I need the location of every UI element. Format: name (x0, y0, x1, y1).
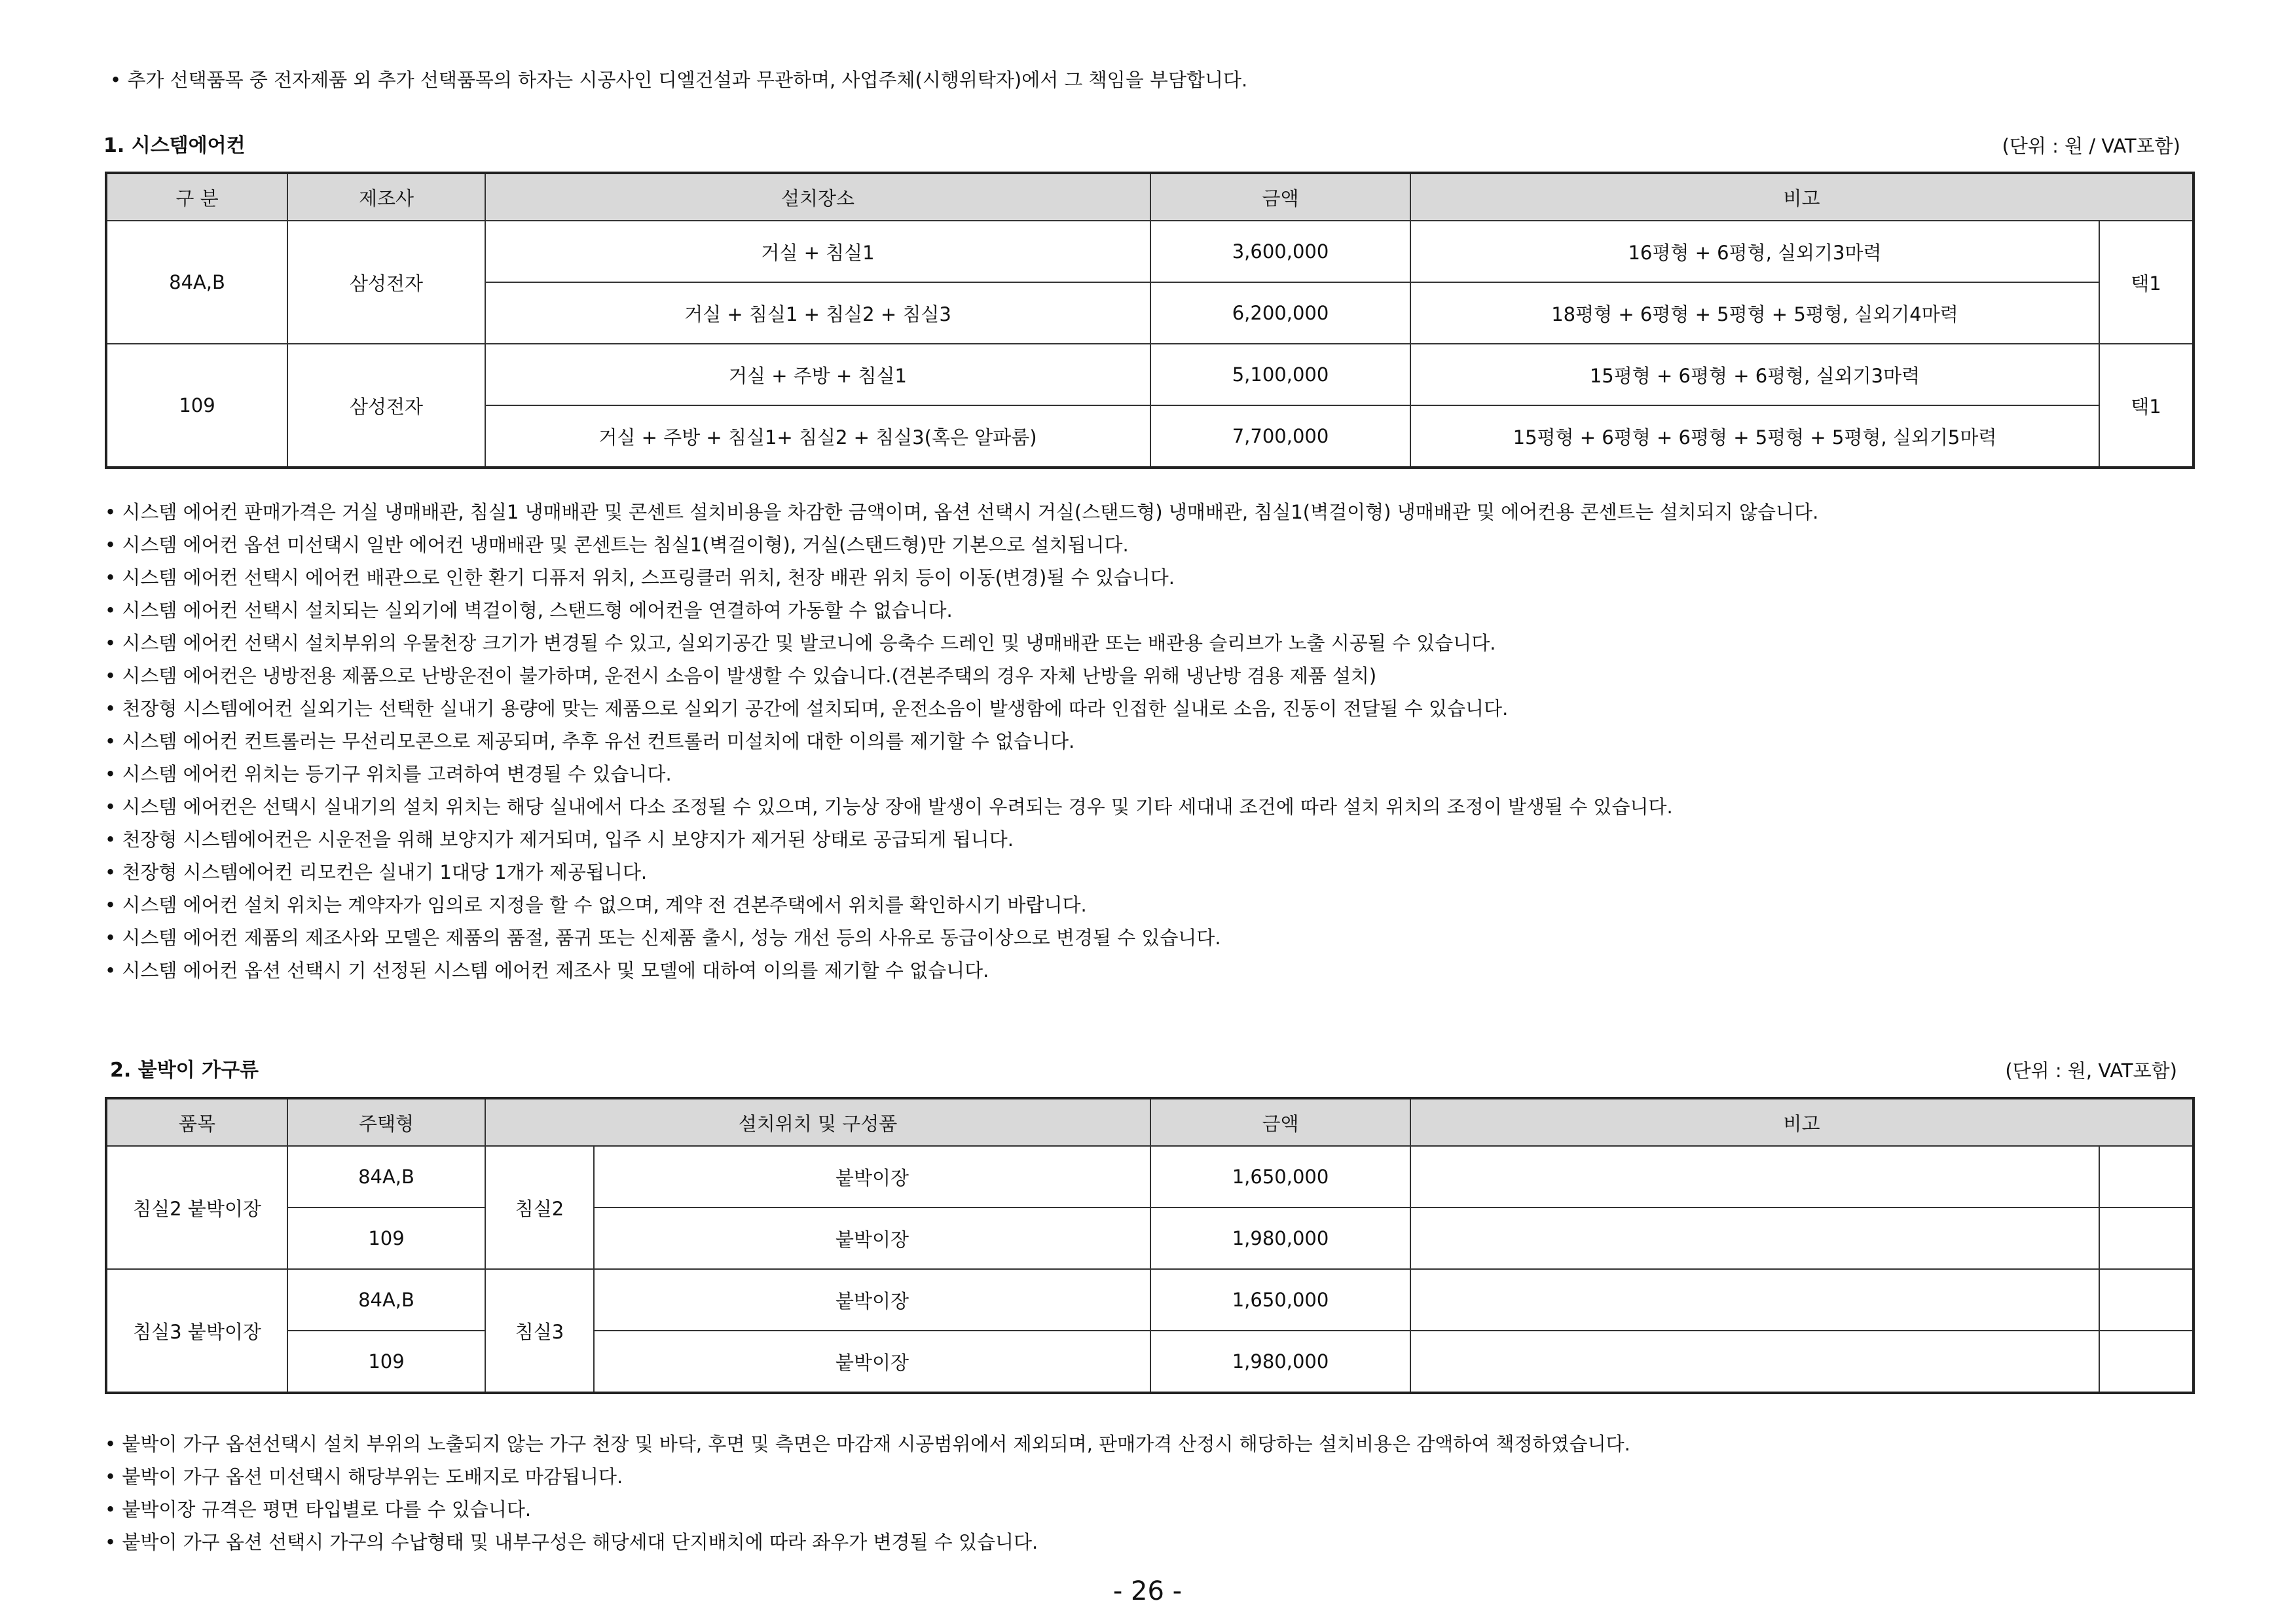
empty-cell (2099, 1269, 2194, 1331)
list-item: • 시스템 에어컨 판매가격은 거실 냉매배관, 침실1 냉매배관 및 콘센트 설치비용을 차감한 금액이며, 옵션 선택시 거실(스탠드형) 냉매배관, 침실1(벽걸이형) 냉매배관 및 에어컨용 콘센트는 설치되지 않습니다. (105, 501, 1819, 523)
list-item: • 붙박이 가구 옵션선택시 설치 부위의 노출되지 않는 가구 천장 및 바닥, 후면 및 측면은 마감재 시공범위에서 제외되며, 판매가격 산정시 해당하는 설치비용은 감액하여 책정하였습니다. (105, 1433, 1630, 1455)
list-item: • 시스템 에어컨 옵션 미선택시 일반 에어컨 냉매배관 및 콘센트는 침실1(벽걸이형), 거실(스탠드형)만 기본으로 설치됩니다. (105, 534, 1129, 556)
intro-note: • 추가 선택품목 중 전자제품 외 추가 선택품목의 하자는 시공사인 디엘건설과 무관하며, 사업주체(시행위탁자)에서 그 책임을 부담합니다. (110, 69, 1248, 91)
note-cell (1410, 1146, 2099, 1208)
list-item: • 시스템 에어컨은 냉방전용 제품으로 난방운전이 불가하며, 운전시 소음이 발생할 수 있습니다.(견본주택의 경우 자체 난방을 위해 냉난방 겸용 제품 설치) (105, 665, 1377, 687)
list-item: • 시스템 에어컨 옵션 선택시 기 선정된 시스템 에어컨 제조사 및 모델에 대하여 이의를 제기할 수 없습니다. (105, 959, 989, 982)
column-header: 구 분 (106, 173, 287, 221)
empty-cell (2099, 1146, 2194, 1208)
maker-cell: 삼성전자 (287, 221, 485, 344)
note-cell (1410, 1269, 2099, 1331)
place-cell: 거실 + 주방 + 침실1+ 침실2 + 침실3(혹은 알파룸) (485, 405, 1150, 468)
column-header: 비고 (1410, 173, 2194, 221)
table-row (106, 221, 2194, 282)
furniture-table (105, 1097, 2195, 1394)
section2-unit: (단위 : 원, VAT포함) (2005, 1060, 2177, 1082)
list-item: • 붙박이 가구 옵션 선택시 가구의 수납형태 및 내부구성은 해당세대 단지배치에 따라 좌우가 변경될 수 있습니다. (105, 1531, 1038, 1553)
aircon-notes (105, 496, 2200, 987)
list-item: • 천장형 시스템에어컨 실외기는 선택한 실내기 용량에 맞는 제품으로 실외기 공간에 설치되며, 운전소음이 발생함에 따라 인접한 실내로 소음, 진동이 전달될 수 있습니다. (105, 697, 1509, 720)
list-item: • 붙박이장 규격은 평면 타입별로 다를 수 있습니다. (105, 1498, 532, 1521)
price-cell: 1,650,000 (1150, 1146, 1410, 1208)
list-item: • 시스템 에어컨 컨트롤러는 무선리모콘으로 제공되며, 추후 유선 컨트롤러 미설치에 대한 이의를 제기할 수 없습니다. (105, 730, 1075, 752)
column-header: 제조사 (287, 173, 485, 221)
component-cell: 붙박이장 (594, 1146, 1150, 1208)
price-cell: 1,980,000 (1150, 1331, 1410, 1393)
item-cell: 침실3 붙박이장 (106, 1269, 287, 1393)
type-cell: 84A,B (106, 221, 287, 344)
table-row (106, 1208, 2194, 1269)
list-item: • 시스템 에어컨 선택시 설치되는 실외기에 벽걸이형, 스탠드형 에어컨을 연결하여 가동할 수 없습니다. (105, 599, 953, 621)
price-cell: 7,700,000 (1150, 405, 1410, 468)
component-cell: 붙박이장 (594, 1208, 1150, 1269)
column-header: 금액 (1150, 1098, 1410, 1146)
list-item: • 시스템 에어컨 제품의 제조사와 모델은 제품의 품절, 품귀 또는 신제품 출시, 성능 개선 등의 사유로 동급이상으로 변경될 수 있습니다. (105, 927, 1221, 949)
price-cell: 3,600,000 (1150, 221, 1410, 282)
note-cell (1410, 1331, 2099, 1393)
section2-title: 2. 붙박이 가구류 (110, 1059, 259, 1082)
list-item: • 시스템 에어컨 선택시 에어컨 배관으로 인한 환기 디퓨저 위치, 스프링클러 위치, 천장 배관 위치 등이 이동(변경)될 수 있습니다. (105, 566, 1175, 589)
table-row (106, 1331, 2194, 1393)
furniture-notes (105, 1428, 2200, 1559)
choice-cell: 택1 (2099, 221, 2194, 344)
column-header: 설치장소 (485, 173, 1150, 221)
list-item: • 시스템 에어컨 설치 위치는 계약자가 임의로 지정을 할 수 없으며, 계약 전 견본주택에서 위치를 확인하시기 바랍니다. (105, 894, 1087, 916)
type-cell: 109 (287, 1208, 485, 1269)
column-header: 비고 (1410, 1098, 2194, 1146)
price-cell: 1,650,000 (1150, 1269, 1410, 1331)
list-item: • 붙박이 가구 옵션 미선택시 해당부위는 도배지로 마감됩니다. (105, 1466, 623, 1488)
aircon-table (105, 172, 2195, 469)
list-item: • 시스템 에어컨은 선택시 실내기의 설치 위치는 해당 실내에서 다소 조정될 수 있으며, 기능상 장애 발생이 우려되는 경우 및 기타 세대내 조건에 따라 설치 위치의 조정이 발생될 수 있습니다. (105, 796, 1673, 818)
list-item: • 시스템 에어컨 위치는 등기구 위치를 고려하여 변경될 수 있습니다. (105, 763, 672, 785)
column-header: 주택형 (287, 1098, 485, 1146)
table-row (106, 344, 2194, 405)
column-header: 금액 (1150, 173, 1410, 221)
component-cell: 붙박이장 (594, 1269, 1150, 1331)
price-cell: 5,100,000 (1150, 344, 1410, 405)
maker-cell: 삼성전자 (287, 344, 485, 468)
note-cell (1410, 1208, 2099, 1269)
list-item: • 천장형 시스템에어컨 리모컨은 실내기 1대당 1개가 제공됩니다. (105, 861, 648, 883)
empty-cell (2099, 1208, 2194, 1269)
choice-cell: 택1 (2099, 344, 2194, 468)
item-cell: 침실2 붙박이장 (106, 1146, 287, 1269)
type-cell: 109 (106, 344, 287, 468)
list-item: • 천장형 시스템에어컨은 시운전을 위해 보양지가 제거되며, 입주 시 보양지가 제거된 상태로 공급되게 됩니다. (105, 828, 1014, 851)
component-cell: 붙박이장 (594, 1331, 1150, 1393)
table-row (106, 1269, 2194, 1331)
column-header: 설치위치 및 구성품 (485, 1098, 1150, 1146)
column-header: 품목 (106, 1098, 287, 1146)
room-cell: 침실2 (485, 1146, 594, 1269)
section1-title: 1. 시스템에어컨 (103, 134, 246, 157)
note-cell: 18평형 + 6평형 + 5평형 + 5평형, 실외기4마력 (1410, 282, 2099, 344)
price-cell: 1,980,000 (1150, 1208, 1410, 1269)
note-cell: 16평형 + 6평형, 실외기3마력 (1410, 221, 2099, 282)
table-header-row (106, 1098, 2194, 1146)
note-cell: 15평형 + 6평형 + 6평형 + 5평형 + 5평형, 실외기5마력 (1410, 405, 2099, 468)
place-cell: 거실 + 침실1 + 침실2 + 침실3 (485, 282, 1150, 344)
table-row (106, 1146, 2194, 1208)
room-cell: 침실3 (485, 1269, 594, 1393)
type-cell: 84A,B (287, 1146, 485, 1208)
place-cell: 거실 + 침실1 (485, 221, 1150, 282)
page-number: - 26 - (1112, 1576, 1183, 1606)
section1-unit: (단위 : 원 / VAT포함) (2002, 135, 2180, 157)
table-header-row (106, 173, 2194, 221)
price-cell: 6,200,000 (1150, 282, 1410, 344)
type-cell: 109 (287, 1331, 485, 1393)
type-cell: 84A,B (287, 1269, 485, 1331)
note-cell: 15평형 + 6평형 + 6평형, 실외기3마력 (1410, 344, 2099, 405)
place-cell: 거실 + 주방 + 침실1 (485, 344, 1150, 405)
list-item: • 시스템 에어컨 선택시 설치부위의 우물천장 크기가 변경될 수 있고, 실외기공간 및 발코니에 응축수 드레인 및 냉매배관 또는 배관용 슬리브가 노출 시공될 수 있습니다. (105, 632, 1496, 654)
empty-cell (2099, 1331, 2194, 1393)
